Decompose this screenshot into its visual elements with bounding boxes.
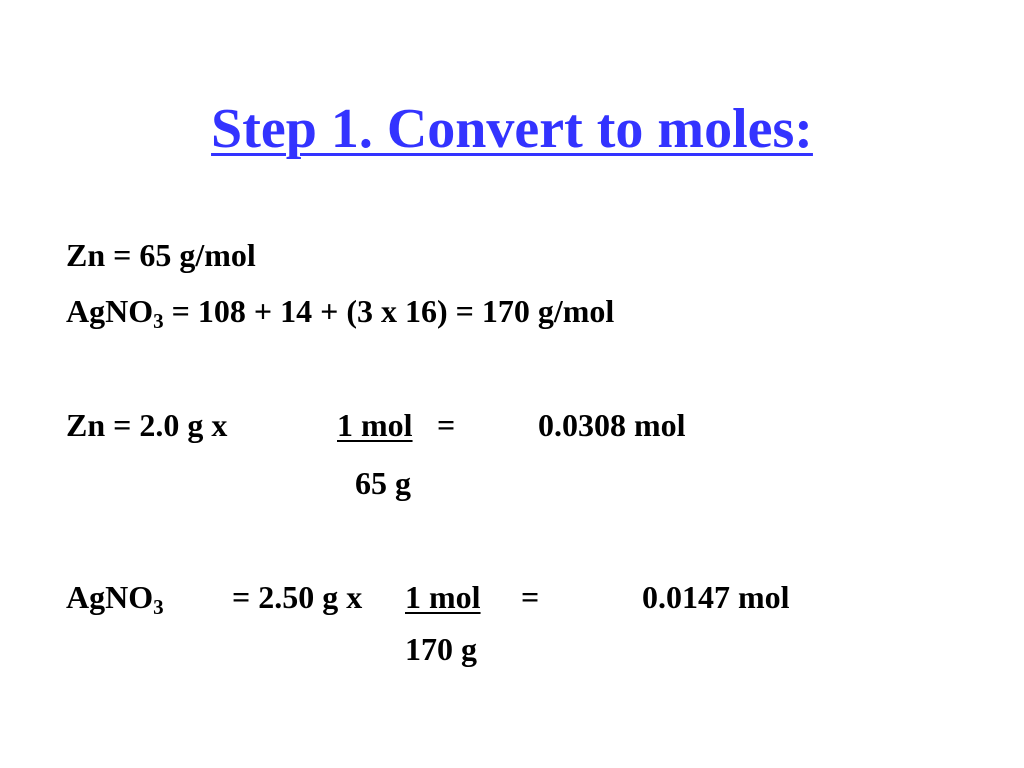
zn-molar-mass: Zn = 65 g/mol xyxy=(66,237,256,273)
agno3-calc-formula xyxy=(66,578,164,620)
zn-calc-numerator: 1 mol xyxy=(337,407,413,443)
agno3-molar-mass xyxy=(66,292,614,334)
agno3-calc-lhs: = 2.50 g x xyxy=(232,579,363,615)
agno3-calc-equals: = xyxy=(521,579,540,615)
slide-title: Step 1. Convert to moles: xyxy=(211,98,813,160)
agno3-calc-formula-subscript: 3 xyxy=(153,595,164,619)
agno3-formula-prefix: AgNO xyxy=(66,293,154,329)
zn-calc-equals: = xyxy=(437,407,456,443)
zn-calc-lhs: Zn = 2.0 g x xyxy=(66,407,228,443)
zn-calc-result: 0.0308 mol xyxy=(538,407,686,443)
agno3-calc-denominator: 170 g xyxy=(405,631,477,667)
agno3-molar-mass-expression: = 108 + 14 + (3 x 16) = 170 g/mol xyxy=(163,293,615,329)
agno3-calc-formula-prefix: AgNO xyxy=(66,579,154,615)
zn-calc-denominator: 65 g xyxy=(355,465,411,501)
agno3-formula-subscript: 3 xyxy=(153,309,164,333)
agno3-calc-numerator: 1 mol xyxy=(405,579,481,615)
agno3-calc-result: 0.0147 mol xyxy=(642,579,790,615)
